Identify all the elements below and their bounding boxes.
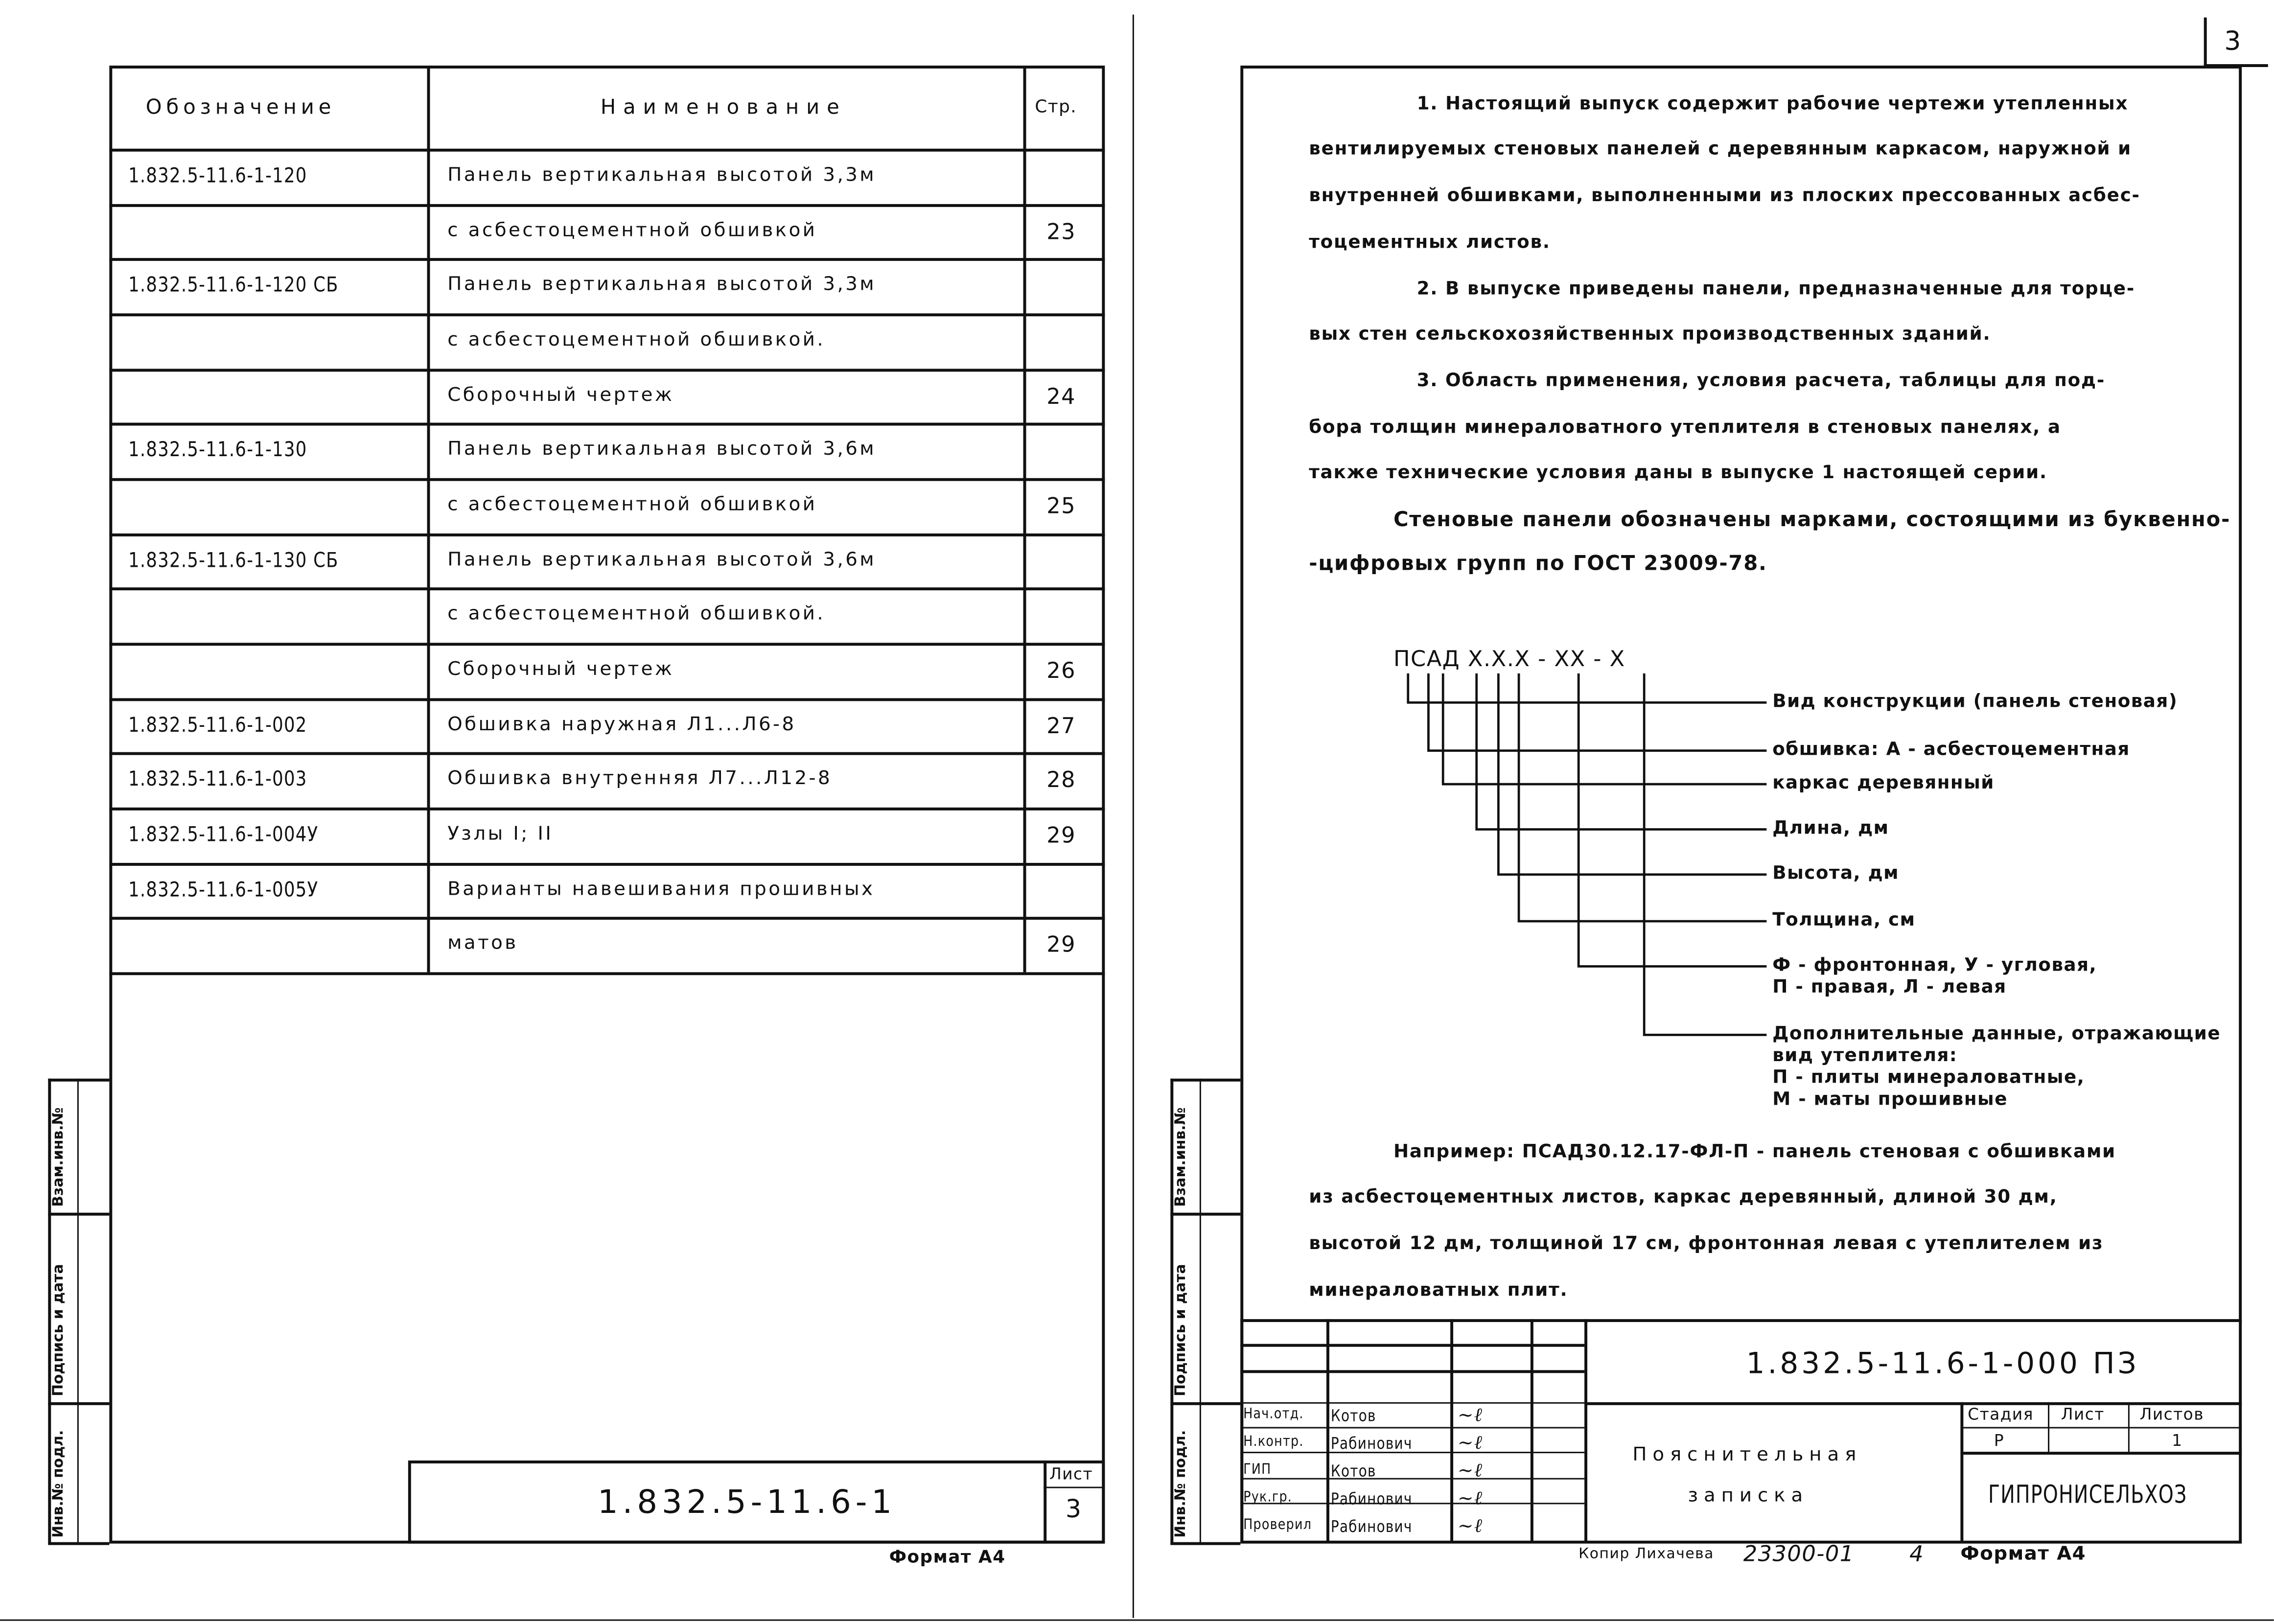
diagram-label: обшивка: А - асбестоцементная (1772, 737, 2130, 760)
paragraph-line: 1. Настоящий выпуск содержит рабочие чертежи утепленных (1416, 92, 2129, 114)
example-line: из асбестоцементных листов, каркас деревянный, длиной 30 дм, (1309, 1185, 2058, 1207)
tb-org-sep (1960, 1452, 2242, 1455)
row-designation: 1.832.5-11.6-1-120 СБ (128, 274, 339, 298)
diagram-label: Высота, дм (1772, 861, 1900, 883)
row-name: с асбестоцементной обшивкой. (447, 603, 826, 626)
tb-top (1240, 1319, 2242, 1322)
paragraph-line: 2. В выпуске приведены панели, предназначенные для торце- (1416, 277, 2135, 299)
tb-col (1450, 1319, 1453, 1542)
diagram-leader-line (1519, 673, 1766, 921)
tb-sheets-label: Листов (2139, 1405, 2204, 1424)
tb-person: Рабинович (1330, 1489, 1413, 1509)
tb-role: Проверил (1243, 1517, 1312, 1533)
tb-person: Котов (1330, 1406, 1376, 1426)
left-title-sheet-number: 3 (1065, 1495, 1082, 1525)
row-name: с асбестоцементной обшивкой. (447, 329, 826, 351)
right-stamp-top (1170, 1079, 1240, 1082)
tb-row (1240, 1427, 1584, 1428)
row-name: Панель вертикальная высотой 3,6м (447, 439, 877, 461)
row-name: Панель вертикальная высотой 3,6м (447, 549, 877, 571)
row-name: Варианты навешивания прошивных (447, 878, 875, 900)
row-name: Сборочный чертеж (447, 384, 674, 406)
header-name: Наименование (600, 96, 847, 120)
tb-role: Н.контр. (1243, 1434, 1304, 1451)
tb-stage: Р (1994, 1431, 2005, 1451)
left-title-sheet-label: Лист (1049, 1464, 1093, 1484)
diagram-leader-line (1428, 673, 1766, 751)
tb-person: Рабинович (1330, 1517, 1413, 1536)
footer-copier: Копир Лихачева (1578, 1546, 1714, 1563)
row-designation: 1.832.5-11.6-1-003 (128, 768, 307, 792)
signature-icon: ~ℓ (1458, 1433, 1483, 1455)
right-stamp-inner (1200, 1079, 1201, 1544)
row-name: Обшивка внутренняя Л7...Л12-8 (447, 768, 833, 790)
row-name: Узлы I; II (447, 823, 554, 845)
row-designation: 1.832.5-11.6-1-130 (128, 439, 307, 463)
diagram-label: Толщина, см (1772, 908, 1916, 930)
tb-stage-label: Стадия (1968, 1405, 2034, 1424)
diagram-label: Ф - фронтонная, У - угловая, (1772, 953, 2097, 975)
stamp-vzam-inv: Взам.инв.№ (1173, 1107, 1190, 1207)
row-page: 25 (1046, 492, 1076, 519)
example-line: Например: ПСАД30.12.17-ФЛ-П - панель стеновая с обшивками (1393, 1139, 2116, 1162)
tb-role: Рук.гр. (1243, 1489, 1293, 1506)
row-name: матов (447, 933, 518, 955)
tb-row (1240, 1402, 1584, 1404)
row-name: Панель вертикальная высотой 3,3м (447, 164, 877, 186)
tb-name-line1: Пояснительная (1632, 1444, 1862, 1466)
tb-role: ГИП (1243, 1462, 1272, 1478)
signature-icon: ~ℓ (1458, 1488, 1483, 1510)
diagram-leader-line (1408, 673, 1767, 703)
diagram-leader-line (1578, 673, 1766, 967)
paragraph-line: также технические условия даны в выпуске 1 настоящей серии. (1309, 461, 2047, 483)
diagram-label: Вид конструкции (панель стеновая) (1772, 689, 2178, 712)
diagram-label: М - маты прошивные (1772, 1087, 2008, 1110)
tb-col (1240, 1319, 1243, 1542)
row-page: 23 (1046, 218, 1076, 244)
tb-name-line2: записка (1688, 1485, 1809, 1508)
signature-icon: ~ℓ (1458, 1460, 1483, 1483)
right-stamp-bottom (1170, 1542, 1240, 1545)
paragraph-line: бора толщин минераловатного утеплителя в стеновых панелях, а (1309, 415, 2061, 438)
diagram-label: П - плиты минераловатные, (1772, 1065, 2085, 1088)
tb-person: Рабинович (1330, 1434, 1413, 1454)
row-designation: 1.832.5-11.6-1-005У (128, 878, 319, 902)
tb-person: Котов (1330, 1462, 1376, 1481)
row-name: с асбестоцементной обшивкой (447, 219, 817, 241)
diagram-leader-line (1443, 673, 1766, 784)
example-line: высотой 12 дм, толщиной 17 см, фронтонная левая с утеплителем из (1309, 1231, 2104, 1254)
tb-row (1240, 1452, 1584, 1453)
row-page: 29 (1046, 822, 1076, 848)
footer-format: Формат А4 (1960, 1543, 2087, 1566)
footer-order: 23300-01 (1743, 1540, 1855, 1567)
tb-row (1240, 1478, 1584, 1480)
diagram-label: каркас деревянный (1772, 771, 1995, 793)
page-number: 3 (2224, 26, 2242, 57)
row-page: 27 (1046, 712, 1076, 739)
signature-icon: ~ℓ (1458, 1516, 1483, 1538)
row-page: 24 (1046, 382, 1076, 409)
diagram-label: вид утеплителя: (1772, 1044, 1958, 1066)
paragraph-line: -цифровых групп по ГОСТ 23009-78. (1309, 552, 1767, 576)
paragraph-line: Стеновые панели обозначены марками, состоящими из буквенно- (1393, 509, 2231, 532)
marking-code: ПСАД Х.Х.Х - ХХ - Х (1393, 646, 1625, 672)
row-name: Панель вертикальная высотой 3,3м (447, 274, 877, 296)
diagram-label: П - правая, Л - левая (1772, 975, 2007, 997)
diagram-label: Дополнительные данные, отражающие (1772, 1021, 2221, 1044)
paragraph-line: тоцементных листов. (1309, 230, 1551, 253)
paragraph-line: 3. Область применения, условия расчета, таблицы для под- (1416, 369, 2106, 391)
paragraph-line: внутренней обшивками, выполненными из плоских прессованных асбес- (1309, 184, 2140, 206)
footer-number: 4 (1909, 1540, 1925, 1567)
diagram-leader-line (1644, 673, 1766, 1035)
diagram-label: Длина, дм (1772, 816, 1889, 838)
left-format: Формат А4 (889, 1546, 1006, 1567)
tb-col (1584, 1319, 1587, 1542)
stamp-signature-date: Подпись и дата (51, 1264, 67, 1396)
tb-row (1240, 1370, 1584, 1373)
tb-stage-sep (1960, 1427, 2242, 1428)
tb-organization: ГИПРОНИСЕЛЬХОЗ (1988, 1481, 2187, 1510)
tb-stage-col (1960, 1402, 1963, 1542)
paragraph-line: вых стен сельскохозяйственных производственных зданий. (1309, 322, 1991, 344)
header-page: Стр. (1035, 96, 1077, 117)
tb-col (1326, 1319, 1329, 1542)
tb-role: Нач.отд. (1243, 1406, 1304, 1423)
example-line: минераловатных плит. (1309, 1278, 1568, 1300)
right-stamp-sep1 (1170, 1213, 1240, 1216)
row-page: 28 (1046, 766, 1076, 793)
stamp-vzam-inv: Взам.инв.№ (51, 1107, 67, 1207)
row-name: Сборочный чертеж (447, 658, 674, 681)
row-designation: 1.832.5-11.6-1-002 (128, 713, 307, 737)
left-title-designation: 1.832.5-11.6-1 (597, 1485, 897, 1522)
header-designation: Обозначение (145, 96, 336, 120)
stamp-inv-podl: Инв.№ подл. (51, 1430, 67, 1538)
row-page: 26 (1046, 657, 1076, 684)
row-designation: 1.832.5-11.6-1-004У (128, 823, 319, 847)
signature-icon: ~ℓ (1458, 1405, 1483, 1427)
row-name: Обшивка наружная Л1...Л6-8 (447, 713, 796, 736)
tb-designation: 1.832.5-11.6-1-000 ПЗ (1746, 1345, 2139, 1381)
row-designation: 1.832.5-11.6-1-130 СБ (128, 549, 339, 572)
tb-col (1531, 1319, 1533, 1542)
row-designation: 1.832.5-11.6-1-120 (128, 164, 307, 188)
right-stamp-sep2 (1170, 1402, 1240, 1405)
tb-row (1240, 1344, 1584, 1347)
paragraph-line: вентилируемых стеновых панелей с деревянным каркасом, наружной и (1309, 137, 2132, 159)
stamp-inv-podl: Инв.№ подл. (1173, 1430, 1190, 1538)
tb-sheets: 1 (2172, 1431, 2183, 1451)
tb-sheet-label: Лист (2061, 1405, 2105, 1424)
row-name: с асбестоцементной обшивкой (447, 494, 817, 516)
stamp-signature-date: Подпись и дата (1173, 1264, 1190, 1396)
row-page: 29 (1046, 931, 1076, 958)
